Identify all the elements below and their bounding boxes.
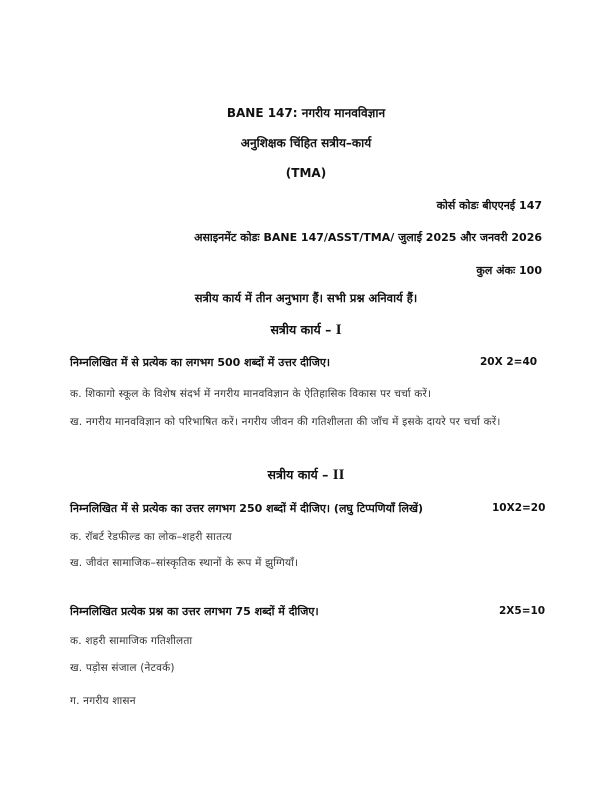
- section-1-instruction: निम्नलिखित में से प्रत्येक का लगभग 500 शब्दों में उत्तर दीजिए।: [70, 356, 331, 369]
- section-3-marks: 2X5=10: [499, 605, 546, 617]
- section-1-heading-roman: I: [335, 322, 342, 338]
- section-3-question-c: ग. नगरीय शासन: [70, 695, 136, 707]
- total-marks: कुल अंकः 100: [476, 264, 542, 277]
- section-1-question-a: क. शिकागो स्कूल के विशेष संदर्भ में नगरीय मानवविज्ञान के ऐतिहासिक विकास पर चर्चा करें।: [70, 388, 432, 400]
- assignment-subtitle: अनुशिक्षक चिंहित सत्रीय–कार्य: [240, 136, 372, 150]
- tma-label: (TMA): [285, 166, 327, 180]
- section-1-question-b: ख. नगरीय मानवविज्ञान को परिभाषित करें। नगरीय जीवन की गतिशीलता की जाँच में इसके दायरे पर चर्चा करें।: [70, 416, 501, 428]
- general-instruction: सत्रीय कार्य में तीन अनुभाग हैं। सभी प्रश्न अनिवार्य हैं।: [194, 291, 418, 305]
- section-2-heading: [0, 466, 612, 484]
- section-1-marks: 20X 2=40: [480, 356, 538, 368]
- section-2-heading-roman: II: [332, 467, 345, 483]
- section-2-question-b: ख. जीवंत सामाजिक–सांस्कृतिक स्थानों के रूप में झुग्गियाँ।: [70, 557, 299, 569]
- section-2-heading-text: सत्रीय कार्य –: [267, 467, 329, 482]
- section-2-instruction: निम्नलिखित में से प्रत्येक का उत्तर लगभग 250 शब्दों में दीजिए। (लघु टिप्पणियाँ लिखें): [70, 502, 423, 515]
- assignment-code: असाइनमेंट कोडः BANE 147/ASST/TMA/ जुलाई 2025 और जनवरी 2026: [194, 231, 542, 244]
- course-code: कोर्स कोडः बीएएनई 147: [436, 199, 542, 212]
- section-3-question-a: क. शहरी सामाजिक गतिशीलता: [70, 635, 193, 647]
- section-2-marks: 10X2=20: [492, 502, 546, 514]
- section-3-question-b: ख. पड़ोस संजाल (नेटवर्क): [70, 662, 175, 674]
- section-3-instruction: निम्नलिखित प्रत्येक प्रश्न का उत्तर लगभग 75 शब्दों में दीजिए।: [70, 605, 319, 618]
- section-1-heading: [0, 321, 612, 339]
- course-title: BANE 147: नगरीय मानवविज्ञान: [226, 106, 386, 120]
- section-2-question-a: क. रॉबर्ट रेडफील्ड का लोक–शहरी सातत्य: [70, 531, 232, 543]
- section-1-heading-text: सत्रीय कार्य –: [270, 322, 332, 337]
